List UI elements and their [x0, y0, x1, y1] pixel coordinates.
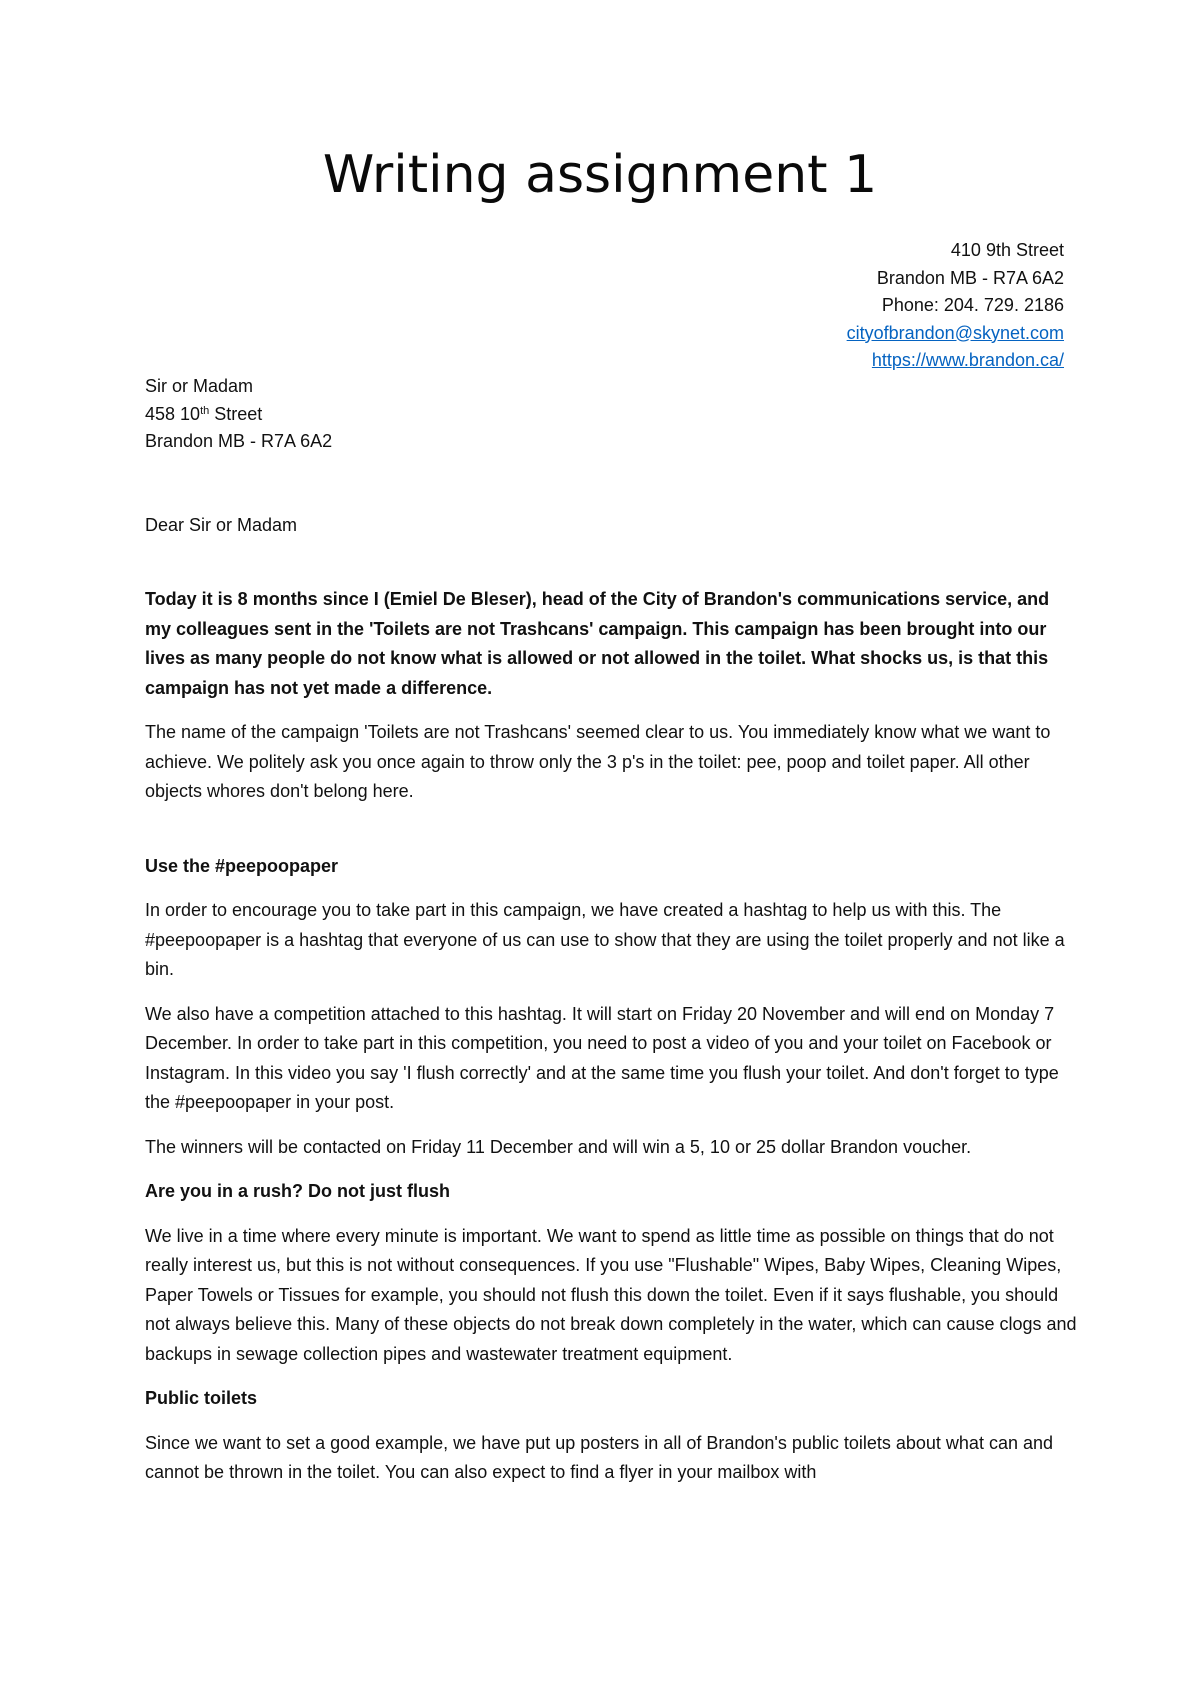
- recipient-city: Brandon MB - R7A 6A2: [145, 431, 333, 451]
- section-heading-peepoopaper: Use the #peepoopaper: [145, 855, 339, 876]
- intro-paragraph: The name of the campaign 'Toilets are not Trashcans' seemed clear to us. You immediately know what we want to achieve. We politely ask you once again to throw only the 3 p's in the toilet: pee, poop and toilet paper. All other objects whores don't belong here.: [145, 722, 1051, 801]
- section-heading-public-toilets: Public toilets: [145, 1388, 258, 1408]
- recipient-name: Sir or Madam: [145, 376, 254, 396]
- recipient-street-suffix: th: [200, 404, 210, 417]
- paragraph: Since we want to set a good example, we have put up posters in all of Brandon's public toilets about what can and cannot be thrown in the toilet. You can also expect to find a flyer in your mailbox with: [145, 1432, 1053, 1482]
- paragraph: The winners will be contacted on Friday 11 December and will win a 5, 10 or 25 dollar Brandon voucher.: [145, 1136, 972, 1157]
- section-heading-rush: Are you in a rush? Do not just flush: [145, 1181, 451, 1201]
- intro-paragraph-bold: Today it is 8 months since I (Emiel De Bleser), head of the City of Brandon's communications service, and my colleagues sent in the 'Toilets are not Trashcans' campaign. This campaign has been brought into our lives as many people do not know what is allowed or not allowed in the toilet. What shocks us, is that this campaign has not yet made a difference.: [145, 589, 1050, 698]
- sender-address-block: [847, 237, 1064, 375]
- paragraph: In order to encourage you to take part in this campaign, we have created a hashtag to help us with this. The #peepoopaper is a hashtag that everyone of us can use to show that they are using the toilet properly and not like a bin.: [145, 900, 1065, 979]
- letter-body: [145, 585, 1080, 1503]
- recipient-address-block: [145, 373, 332, 456]
- paragraph: We live in a time where every minute is important. We want to spend as little time as possible on things that do not really interest us, but this is not without consequences. If you use "Flushable" Wipes, Baby Wipes, Cleaning Wipes, Paper Towels or Tissues for example, you should not flush this down the toilet. Even if it says flushable, you should not always believe this. Many of these objects do not break down completely in the water, which can cause clogs and backups in sewage collection pipes and wastewater treatment equipment.: [145, 1225, 1077, 1364]
- page-title: Writing assignment 1: [322, 145, 878, 205]
- paragraph: We also have a competition attached to this hashtag. It will start on Friday 20 November and will end on Monday 7 December. In order to take part in this competition, you need to post a video of you and your toilet on Facebook or Instagram. In this video you say 'I flush correctly' and at the same time you flush your toilet. And don't forget to type the #peepoopaper in your post.: [145, 1003, 1059, 1112]
- recipient-street: [145, 401, 332, 429]
- recipient-street-number: 458 10: [145, 403, 201, 424]
- sender-street: 410 9th Street: [950, 240, 1064, 260]
- sender-city: Brandon MB - R7A 6A2: [876, 267, 1064, 288]
- salutation: Dear Sir or Madam: [145, 515, 298, 535]
- sender-phone: Phone: 204. 729. 2186: [881, 295, 1064, 315]
- recipient-street-name: Street: [209, 403, 263, 424]
- sender-email-link[interactable]: cityofbrandon@skynet.com: [846, 322, 1064, 343]
- sender-website-link[interactable]: https://www.brandon.ca/: [871, 350, 1064, 370]
